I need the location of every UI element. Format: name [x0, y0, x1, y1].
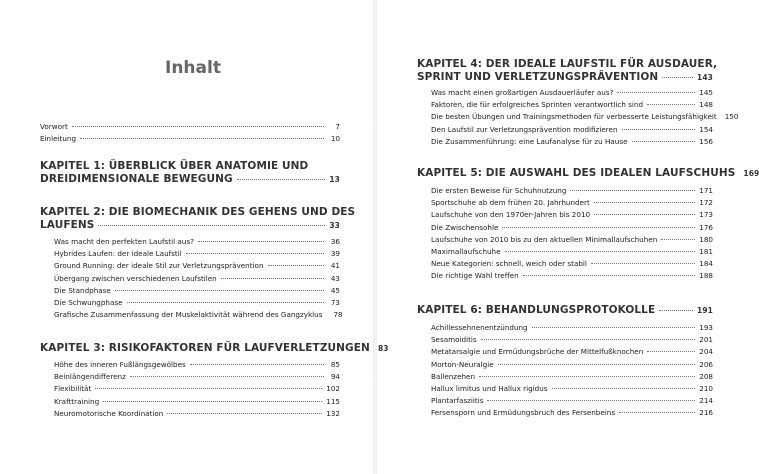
- leader-dots: [127, 302, 324, 303]
- chapter-page: 33: [329, 220, 340, 230]
- toc-entry[interactable]: [40, 121, 340, 133]
- page-gutter: [373, 0, 377, 474]
- leader-dots: [190, 364, 324, 365]
- chapter-title-line: KAPITEL 4: DER IDEALE LAUFSTIL FÜR AUSDAUER,: [417, 58, 718, 70]
- chapter-title-line: KAPITEL 6: BEHANDLUNGSPROTOKOLLE: [417, 304, 656, 316]
- entry-title: Maximallaufschuhe: [431, 246, 501, 256]
- entry-title: Die ersten Beweise für Schuhnutzung: [431, 186, 567, 195]
- toc-entry[interactable]: [417, 111, 739, 123]
- toc-entry[interactable]: [417, 346, 713, 358]
- entry-page: 78: [333, 310, 343, 320]
- leader-dots: [505, 251, 696, 252]
- leader-dots: [647, 351, 695, 352]
- leader-dots: [502, 227, 695, 228]
- chapter-page: 169: [743, 169, 759, 178]
- entry-page: 45: [330, 285, 340, 295]
- toc-entry[interactable]: [417, 334, 713, 346]
- toc-entry[interactable]: [417, 222, 713, 234]
- toc-entry[interactable]: [40, 133, 340, 145]
- entry-title: Achillessehnenentzündung: [431, 323, 528, 332]
- entry-title: Hallux limitus und Hallux rigidus: [431, 383, 548, 393]
- toc-entry[interactable]: [417, 209, 713, 221]
- toc-entry[interactable]: [40, 359, 340, 371]
- leader-dots: [498, 364, 696, 365]
- toc-entry[interactable]: [417, 395, 713, 407]
- toc-entry[interactable]: [40, 260, 340, 272]
- right-page: [417, 0, 759, 474]
- chapter-page: 191: [697, 306, 713, 315]
- chapter-heading-2[interactable]: [40, 206, 356, 232]
- leader-dots: [479, 376, 695, 377]
- entry-page: 176: [699, 222, 713, 232]
- entry-page: 148: [699, 100, 713, 110]
- chapter-heading-5[interactable]: [417, 167, 759, 181]
- entry-page: 208: [699, 371, 713, 381]
- entry-page: 188: [699, 271, 713, 281]
- chapter-3-entries: [40, 359, 340, 420]
- leader-dots: [130, 376, 324, 377]
- toc-entry[interactable]: [417, 407, 713, 419]
- toc-entry[interactable]: [417, 234, 713, 246]
- entry-title: Die Zwischensohle: [431, 222, 499, 232]
- leader-dots: [662, 77, 693, 78]
- leader-dots: [591, 263, 695, 264]
- entry-title: Flexibilität: [54, 384, 92, 394]
- entry-title: Den Laufstil zur Verletzungsprävention modifizieren: [431, 124, 618, 134]
- toc-entry[interactable]: [417, 322, 713, 334]
- leader-dots: [619, 412, 695, 413]
- chapter-page: 83: [377, 344, 389, 353]
- entry-title: Sportschuhe ab dem frühen 20. Jahrhundert: [431, 198, 590, 208]
- entry-title: Laufschuhe von den 1970er-Jahren bis 2010: [431, 210, 591, 220]
- chapter-title-line: LAUFENS: [40, 218, 95, 231]
- entry-page: 39: [330, 249, 340, 259]
- toc-entry[interactable]: [417, 197, 713, 209]
- leader-dots: [617, 92, 695, 93]
- entry-title: Hybrides Laufen: der ideale Laufstil: [54, 249, 182, 259]
- entry-title: Grafische Zusammenfassung der Muskelaktivität während des Gangzyklus: [54, 310, 323, 320]
- entry-title: Vorwort: [40, 122, 68, 131]
- entry-page: 210: [699, 383, 713, 393]
- entry-title: Die Standphase: [54, 285, 111, 295]
- leader-dots: [481, 339, 696, 340]
- entry-page: 102: [326, 384, 340, 394]
- chapter-title-line: KAPITEL 5: DIE AUSWAHL DES IDEALEN LAUFSCHUHS: [417, 167, 736, 179]
- entry-page: 180: [699, 234, 713, 244]
- entry-page: 145: [699, 88, 713, 97]
- chapter-4-entries: [417, 87, 739, 148]
- leader-dots: [570, 190, 695, 191]
- entry-title: Plantarfasziitis: [431, 396, 484, 406]
- entry-page: 36: [330, 237, 340, 246]
- left-page: [40, 0, 389, 474]
- entry-title: Fersensporn und Ermüdungsbruch des Fersenbeins: [431, 408, 616, 418]
- entry-title: Die besten Übungen und Trainingsmethoden für verbesserte Leistungsfähigkeit: [431, 112, 717, 122]
- leader-dots: [103, 401, 322, 402]
- toc-entry[interactable]: [417, 124, 713, 136]
- leader-dots: [72, 126, 324, 127]
- chapter-title-line: DREIDIMENSIONALE BEWEGUNG: [40, 172, 233, 185]
- entry-title: Neue Kategorien: schnell, weich oder stabil: [431, 259, 587, 269]
- chapter-title-line: KAPITEL 1: ÜBERBLICK ÜBER ANATOMIE UND: [40, 160, 309, 172]
- entry-title: Krafttraining: [54, 396, 100, 406]
- leader-dots: [622, 129, 696, 130]
- leader-dots: [268, 265, 324, 266]
- toc-entry[interactable]: [417, 99, 713, 111]
- chapter-title-line: KAPITEL 3: RISIKOFAKTOREN FÜR LAUFVERLETZUNGEN: [40, 342, 370, 354]
- entry-page: 184: [699, 259, 713, 269]
- entry-title: Höhe des inneren Fußlängsgewölbes: [54, 360, 186, 369]
- chapter-heading-3[interactable]: [40, 342, 389, 356]
- toc-entry[interactable]: [40, 408, 340, 420]
- entry-page: 201: [699, 335, 713, 345]
- leader-dots: [523, 275, 696, 276]
- leader-dots: [632, 141, 696, 142]
- chapter-2-entries: [40, 236, 343, 321]
- entry-title: Sesamoiditis: [431, 335, 477, 345]
- entry-page: 43: [330, 273, 340, 283]
- entry-title: Was macht einen großartigen Ausdauerläufer aus?: [431, 88, 614, 97]
- leader-dots: [659, 310, 693, 311]
- entry-page: 173: [699, 210, 713, 220]
- entry-title: Metatarsalgie und Ermüdungsbrüche der Mittelfußknochen: [431, 347, 644, 357]
- leader-dots: [167, 413, 322, 414]
- leader-dots: [115, 290, 324, 291]
- leader-dots: [237, 179, 326, 180]
- chapter-title-line: KAPITEL 2: DIE BIOMECHANIK DES GEHENS UND DES: [40, 206, 356, 218]
- leader-dots: [594, 202, 695, 203]
- entry-title: Übergang zwischen verschiedenen Laufstilen: [54, 273, 217, 283]
- leader-dots: [98, 225, 325, 226]
- leader-dots: [186, 253, 324, 254]
- entry-page: 214: [699, 396, 713, 406]
- toc-entry[interactable]: [417, 383, 713, 395]
- chapter-page: 143: [697, 72, 713, 82]
- entry-title: Morton-Neuralgie: [431, 359, 494, 369]
- entry-page: 41: [330, 261, 340, 271]
- toc-entry[interactable]: [40, 383, 340, 395]
- entry-page: 206: [699, 359, 713, 369]
- entry-title: Faktoren, die für erfolgreiches Sprinten verantwortlich sind: [431, 100, 644, 110]
- entry-page: 171: [699, 186, 713, 195]
- toc-entry[interactable]: [40, 285, 340, 297]
- leader-dots: [95, 388, 322, 389]
- chapter-title-line: SPRINT UND VERLETZUNGSPRÄVENTION: [417, 70, 659, 83]
- entry-page: 154: [699, 124, 713, 134]
- toc-entry[interactable]: [417, 371, 713, 383]
- chapter-heading-4[interactable]: [417, 58, 718, 84]
- entry-page: 156: [699, 136, 713, 146]
- entry-page: 7: [335, 122, 340, 131]
- leader-dots: [198, 241, 324, 242]
- leader-dots: [661, 239, 695, 240]
- leader-dots: [487, 400, 695, 401]
- toc-entry[interactable]: [40, 371, 340, 383]
- leader-dots: [532, 327, 696, 328]
- entry-page: 150: [724, 112, 739, 122]
- entry-page: 216: [699, 408, 713, 418]
- toc-entry[interactable]: [417, 246, 713, 258]
- toc-entry[interactable]: [417, 270, 713, 282]
- chapter-page: 13: [329, 174, 340, 184]
- chapter-heading-6[interactable]: [417, 304, 713, 318]
- entry-page: 172: [699, 198, 713, 208]
- entry-page: 115: [326, 396, 340, 406]
- toc-entry[interactable]: [40, 396, 340, 408]
- entry-title: Einleitung: [40, 134, 77, 144]
- entry-title: Laufschuhe von 2010 bis zu den aktuellen Minimallaufschuhen: [431, 234, 658, 244]
- toc-entry[interactable]: [417, 359, 713, 371]
- leader-dots: [221, 278, 324, 279]
- chapter-6-entries: [417, 322, 713, 420]
- entry-title: Neuromotorische Koordination: [54, 408, 164, 418]
- entry-title: Die Zusammenführung: eine Laufanalyse für zu Hause: [431, 136, 628, 146]
- entry-title: Beinlängendifferenz: [54, 372, 126, 382]
- toc-entry[interactable]: [417, 185, 713, 197]
- leader-dots: [552, 388, 696, 389]
- toc-entry[interactable]: [40, 297, 340, 309]
- toc-entry[interactable]: [417, 87, 713, 99]
- entry-page: 204: [699, 347, 713, 357]
- entry-page: 94: [330, 372, 340, 382]
- entry-page: 193: [699, 323, 713, 332]
- intro-entries: [40, 121, 340, 145]
- entry-title: Ground Running: der ideale Stil zur Verletzungsprävention: [54, 261, 264, 271]
- toc-title: Inhalt: [165, 58, 221, 78]
- entry-page: 85: [330, 360, 340, 369]
- entry-title: Ballenzehen: [431, 371, 476, 381]
- toc-entry[interactable]: [417, 258, 713, 270]
- toc-entry[interactable]: [40, 248, 340, 260]
- chapter-5-entries: [417, 185, 713, 283]
- toc-entry[interactable]: [40, 309, 343, 321]
- entry-title: Was macht den perfekten Laufstil aus?: [54, 237, 194, 246]
- chapter-heading-1[interactable]: [40, 160, 340, 186]
- entry-title: Die Schwungphase: [54, 297, 123, 307]
- toc-entry[interactable]: [40, 273, 340, 285]
- leader-dots: [594, 214, 695, 215]
- entry-title: Die richtige Wahl treffen: [431, 271, 519, 281]
- entry-page: 181: [699, 246, 713, 256]
- entry-page: 73: [330, 297, 340, 307]
- leader-dots: [80, 138, 324, 139]
- entry-page: 10: [330, 134, 340, 144]
- entry-page: 132: [326, 408, 340, 418]
- toc-entry[interactable]: [40, 236, 340, 248]
- leader-dots: [647, 104, 695, 105]
- toc-entry[interactable]: [417, 136, 713, 148]
